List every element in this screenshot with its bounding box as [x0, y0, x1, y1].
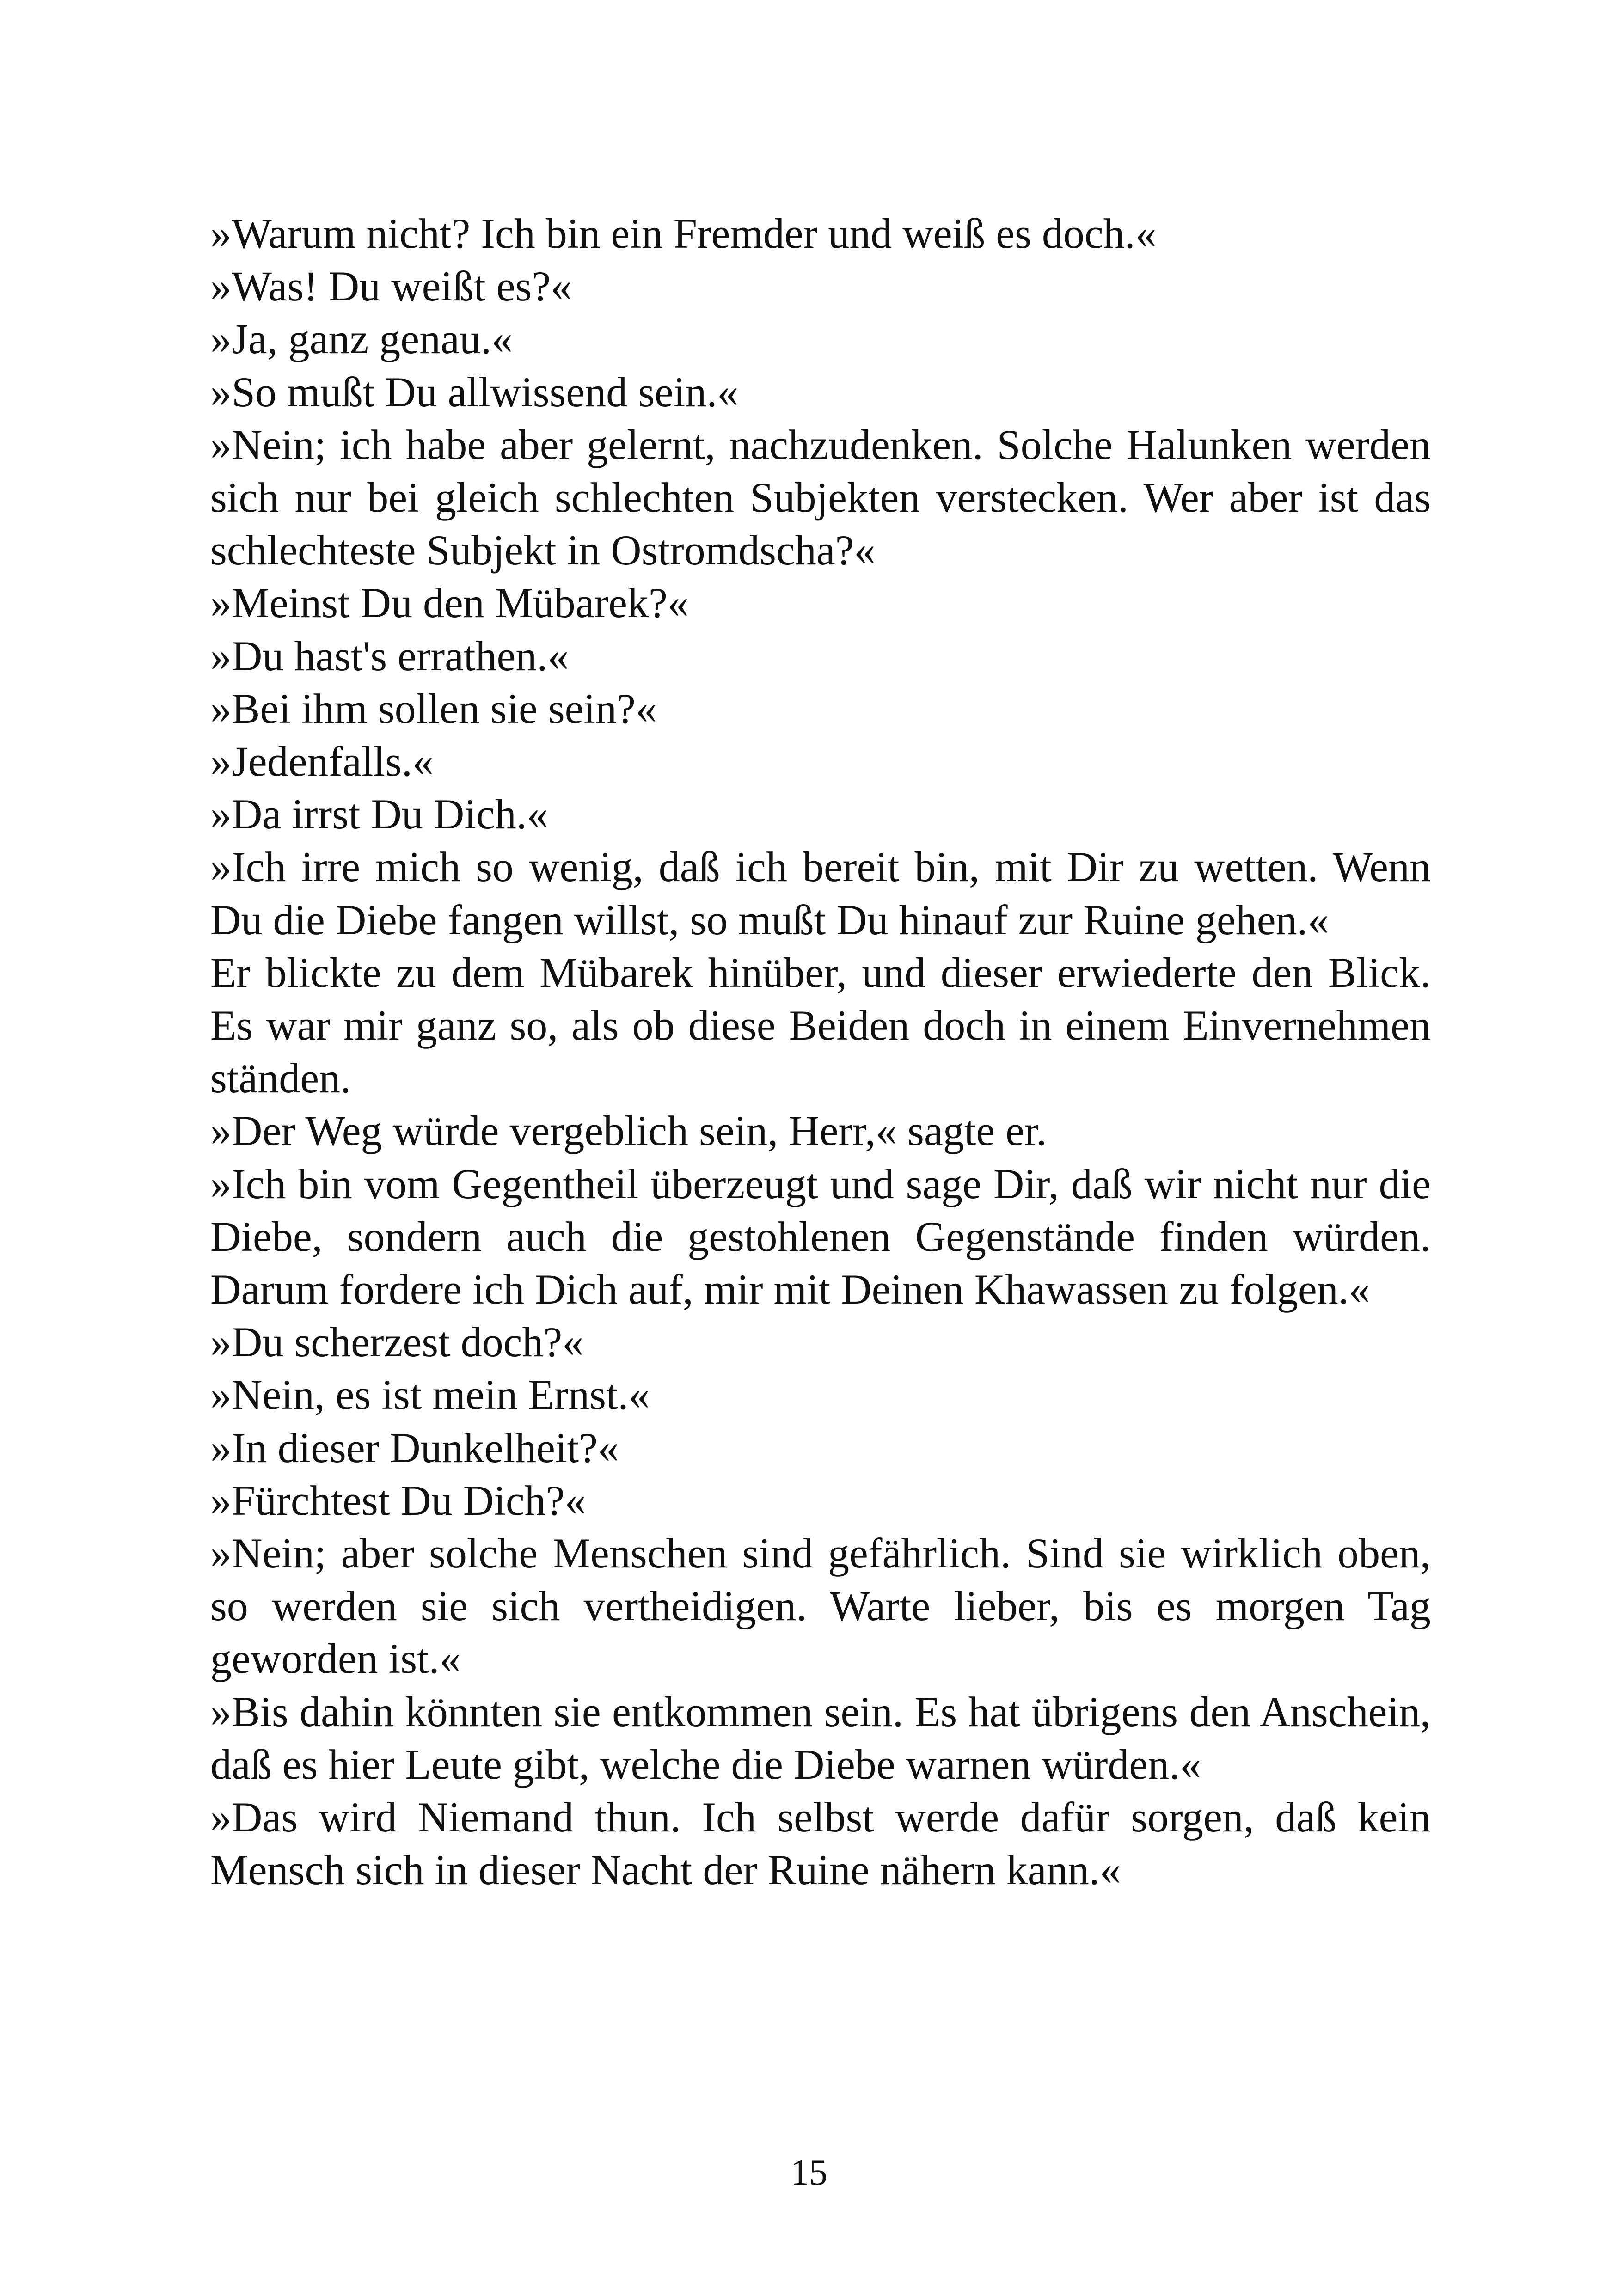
paragraph: »Der Weg würde vergeblich sein, Herr,« sagte er.: [210, 1107, 1047, 1155]
paragraph: »Warum nicht? Ich bin ein Fremder und weiß es doch.«: [210, 210, 1157, 257]
paragraph: »Du hast's errathen.«: [210, 632, 569, 680]
paragraph: »Da irrst Du Dich.«: [210, 790, 548, 838]
paragraph: »In dieser Dunkelheit?«: [210, 1424, 619, 1471]
body-text: [210, 207, 1431, 1897]
paragraph: »Fürchtest Du Dich?«: [210, 1476, 586, 1524]
paragraph: »Nein, es ist mein Ernst.«: [210, 1371, 650, 1419]
paragraph: »Bei ihm sollen sie sein?«: [210, 685, 657, 732]
paragraph: »Du scherzest doch?«: [210, 1318, 584, 1366]
paragraph: Er blickte zu dem Mübarek hinüber, und dieser erwiederte den Blick. Es war mir ganz so, als ob diese Beiden doch in einem Einvernehmen ständen.: [210, 949, 1431, 1102]
paragraph: »Meinst Du den Mübarek?«: [210, 579, 689, 627]
page-number: 15: [791, 2152, 827, 2193]
paragraph: »Jedenfalls.«: [210, 738, 434, 785]
paragraph: »Was! Du weißt es?«: [210, 263, 572, 310]
paragraph: »Nein; aber solche Menschen sind gefährlich. Sind sie wirklich oben, so werden sie sich vertheidigen. Warte lieber, bis es morgen Tag geworden ist.«: [210, 1530, 1431, 1683]
paragraph: »Ich irre mich so wenig, daß ich bereit bin, mit Dir zu wetten. Wenn Du die Diebe fangen willst, so mußt Du hinauf zur Ruine gehen.«: [210, 843, 1431, 943]
paragraph: »Nein; ich habe aber gelernt, nachzudenken. Solche Halunken werden sich nur bei gleich schlechten Subjekten verstecken. Wer aber ist das schlechteste Subjekt in Ostromdscha?«: [210, 421, 1431, 574]
paragraph: »Bis dahin könnten sie entkommen sein. Es hat übrigens den Anschein, daß es hier Leute gibt, welche die Diebe warnen würden.«: [210, 1688, 1431, 1788]
paragraph: »Das wird Niemand thun. Ich selbst werde dafür sorgen, daß kein Mensch sich in dieser Nacht der Ruine nähern kann.«: [210, 1794, 1431, 1894]
paragraph: »Ja, ganz genau.«: [210, 315, 513, 363]
paragraph: »Ich bin vom Gegentheil überzeugt und sage Dir, daß wir nicht nur die Diebe, sondern auch die gestohlenen Gegenstände finden würden. Darum fordere ich Dich auf, mir mit Deinen Khawassen zu folgen.«: [210, 1160, 1431, 1313]
paragraph: »So mußt Du allwissend sein.«: [210, 368, 739, 416]
